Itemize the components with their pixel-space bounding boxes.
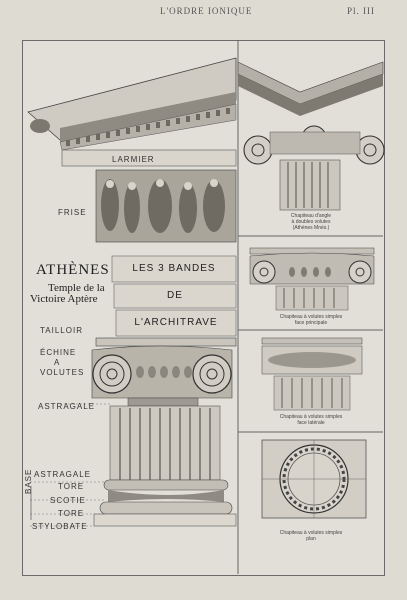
label-larmier: LARMIER — [112, 155, 155, 164]
label-stylobate: STYLOBATE — [32, 522, 88, 531]
label-echine: ÉCHINE — [40, 348, 77, 357]
header-title: L'ORDRE IONIQUE — [160, 6, 253, 16]
corner-capital-drawing — [238, 62, 384, 210]
label-astragale: ASTRAGALE — [38, 402, 96, 411]
label-tore-2: TORE — [58, 509, 85, 518]
caption-front-1: Chapiteau à volutes simples — [279, 314, 343, 320]
caption-side-1: Chapiteau à volutes simples — [279, 414, 343, 420]
caption-corner-1: Chapiteau d'angle — [290, 213, 332, 219]
side-capital-drawing — [262, 338, 362, 410]
label-tore-1: TORE — [58, 482, 85, 491]
caption-front-2: face principale — [294, 320, 328, 326]
plate-number: Pl. III — [347, 6, 375, 16]
label-bands-1: LES 3 BANDES — [132, 263, 216, 274]
caption-corner-2: à doubles volutes — [291, 219, 331, 225]
main-column-shaft — [94, 406, 236, 526]
label-bands-2: DE — [167, 290, 183, 301]
caption-plan-1: Chapiteau à volutes simples — [279, 530, 343, 536]
plan-view-drawing — [262, 440, 366, 518]
label-astragale-base: ASTRAGALE — [34, 470, 92, 479]
frieze-relief — [96, 170, 236, 242]
caption-plan-2: plan — [306, 536, 316, 542]
title-line2: Temple de la — [48, 282, 105, 294]
label-tailloir: TAILLOIR — [40, 326, 83, 335]
title-city: ATHÈNES — [36, 262, 110, 278]
label-base: BASE — [24, 468, 33, 494]
main-ionic-capital — [92, 338, 236, 406]
label-volutes: VOLUTES — [40, 368, 85, 377]
front-capital-drawing — [250, 248, 374, 310]
label-bands-3: L'ARCHITRAVE — [134, 317, 218, 328]
caption-side-2: face latérale — [297, 420, 325, 426]
cornice-drawing — [28, 58, 236, 166]
title-line3: Victoire Aptère — [30, 293, 98, 305]
label-scotie: SCOTIE — [50, 496, 86, 505]
caption-corner-3: (Athènes Mnés.) — [292, 225, 330, 231]
label-frise: FRISE — [58, 208, 87, 217]
label-echine-a: A — [54, 358, 61, 367]
